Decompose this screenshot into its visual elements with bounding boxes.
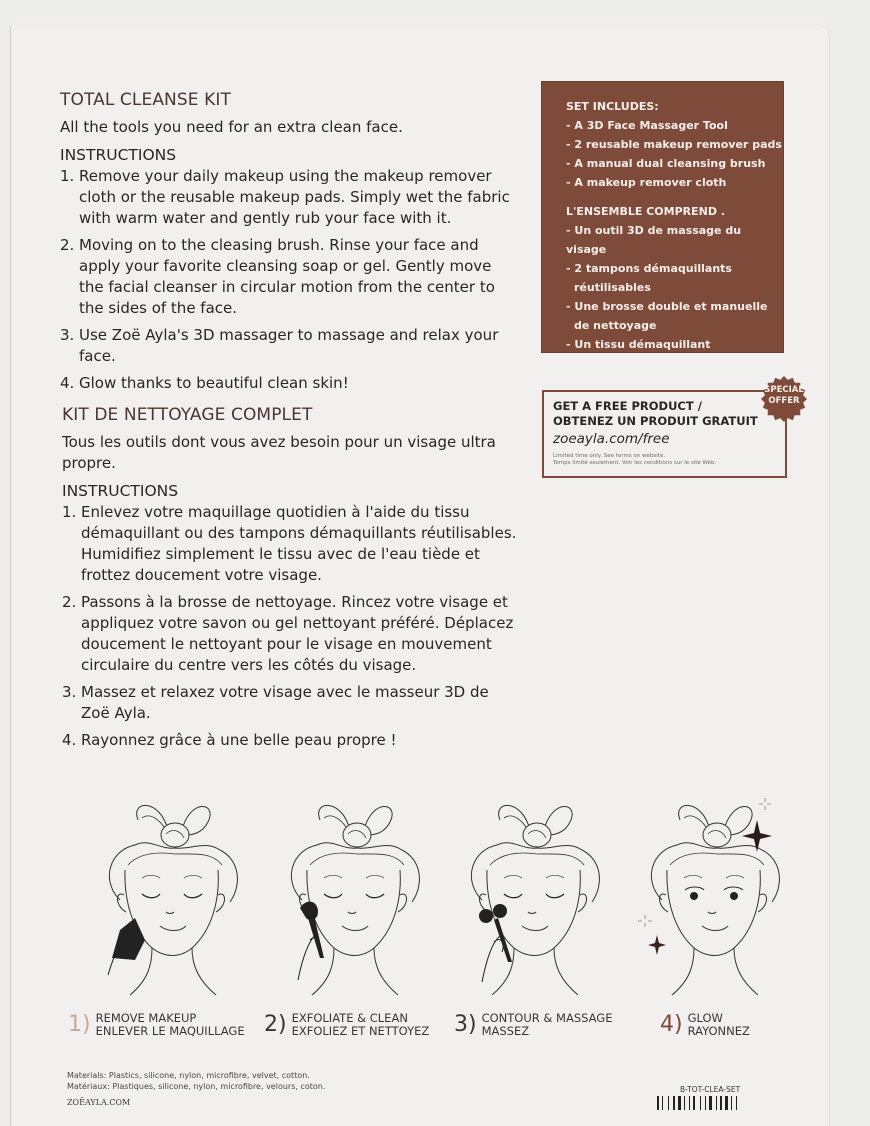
illustration-step-2: 2) EXFOLIATE & CLEAN EXFOLIEZ ET NETTOYEZ (264, 1011, 430, 1038)
barcode-bar (705, 1096, 706, 1110)
instruction-step: 1. Remove your daily makeup using the makeup remover cloth or the reusable makeup pads. Simply wet the fabric with warm water and gently rub your face with it. (60, 167, 510, 227)
instruction-step: 3. Use Zoë Ayla's 3D massager to massage and relax your face. (60, 326, 499, 365)
brand-website: ZOËAYLA.COM (67, 1098, 131, 1107)
instructions-heading-en: INSTRUCTIONS (60, 146, 177, 164)
barcode-bar (657, 1096, 659, 1110)
special-offer-badge: SPECIAL OFFER (761, 376, 807, 422)
barcode-bar (678, 1096, 681, 1110)
barcode-bar (673, 1096, 675, 1110)
instructions-list-en (60, 166, 520, 394)
set-item-fr: - Un tissu démaquillant (566, 338, 711, 351)
barcode-bar (716, 1096, 717, 1110)
instruction-step: 1. Enlevez votre maquillage quotidien à l'aide du tissu démaquillant ou des tampons démaquillants réutilisables. Humidifiez simplement le tissu avec de l'eau tiède et frottez doucement votre visage. (62, 503, 517, 584)
illustration-step-4: 4) GLOW RAYONNEZ (660, 1011, 750, 1038)
offer-line-fr: OBTENEZ UN PRODUIT GRATUIT (553, 414, 758, 428)
barcode-bar (684, 1096, 685, 1110)
barcode-bar (720, 1096, 722, 1110)
face-cleansing-brush-illustration (262, 790, 442, 1000)
set-item-fr: - Une brosse double et manuelle (566, 300, 768, 313)
instruction-step: 4. Glow thanks to beautiful clean skin! (60, 374, 349, 392)
barcode-bar (689, 1096, 690, 1110)
set-item-fr: - 2 tampons démaquillants (566, 262, 732, 275)
instruction-step: 2. Passons à la brosse de nettoyage. Rincez votre visage et appliquez votre savon ou gel nettoyant préféré. Déplacez doucement le nettoyant pour le visage en mouvement circulaire du centre vers les côtés du visage. (62, 593, 514, 674)
title-en: TOTAL CLEANSE KIT (60, 90, 231, 110)
set-includes-heading: SET INCLUDES: (566, 100, 659, 113)
barcode-bar (731, 1096, 732, 1110)
free-product-offer (542, 390, 787, 478)
english-section (60, 90, 520, 400)
title-fr: KIT DE NETTOYAGE COMPLET (62, 405, 313, 425)
barcode-bar (662, 1096, 663, 1110)
lead-en: All the tools you need for an extra clean face. (60, 118, 403, 136)
face-3d-massager-illustration (442, 790, 622, 1000)
barcode-bar (700, 1096, 701, 1110)
instructions-list-fr (62, 502, 522, 751)
barcode-bar (725, 1096, 728, 1110)
barcode-bar (693, 1096, 695, 1110)
offer-url[interactable]: zoeayla.com/free (553, 431, 670, 447)
set-item-fr: - Un outil 3D de massage du visage (566, 224, 742, 256)
instruction-step: 2. Moving on to the cleasing brush. Rinse your face and apply your favorite cleansing soap or gel. Gently move the facial cleanser in circular motion from the center to the sides of the face. (60, 236, 495, 317)
barcode-icon (657, 1096, 777, 1110)
set-item: - A 3D Face Massager Tool (566, 119, 728, 132)
ensemble-heading: L'ENSEMBLE COMPREND . (566, 205, 725, 218)
barcode-bar (709, 1096, 712, 1110)
offer-fine-print: Limited time only. See terms on website. Temps limité seulement. Voir les conditions sur le site Web. (553, 453, 717, 466)
set-includes-panel (542, 82, 783, 352)
instructions-heading-fr: INSTRUCTIONS (62, 482, 179, 500)
set-item: - 2 reusable makeup remover pads (566, 138, 782, 151)
illustration-step-1: 1) REMOVE MAKEUP ENLEVER LE MAQUILLAGE (68, 1011, 245, 1038)
illustrations (80, 790, 810, 1000)
barcode-bar (668, 1096, 669, 1110)
materials-text: Materials: Plastics, silicone, nylon, microfibre, velvet, cotton. Matériaux: Plastiques, silicone, nylon, microfibre, velours, coton. (67, 1071, 326, 1091)
instruction-step: 3. Massez et relaxez votre visage avec le masseur 3D de Zoë Ayla. (62, 683, 489, 722)
illustration-step-3: 3) CONTOUR & MASSAGE MASSEZ (454, 1011, 613, 1038)
set-item: - A makeup remover cloth (566, 176, 727, 189)
instruction-step: 4. Rayonnez grâce à une belle peau propre ! (62, 731, 397, 749)
offer-line-en: GET A FREE PRODUCT / (553, 399, 702, 413)
set-item-fr: de nettoyage (574, 319, 657, 332)
set-item-fr: réutilisables (574, 281, 651, 294)
french-section (62, 405, 522, 757)
barcode-bar (736, 1096, 737, 1110)
face-glow-illustration (622, 790, 802, 1000)
face-remove-makeup-illustration (80, 790, 260, 1000)
sku-code: B-TOT-CLEA-SET (680, 1085, 741, 1094)
set-item: - A manual dual cleansing brush (566, 157, 766, 170)
lead-fr: Tous les outils dont vous avez besoin pour un visage ultra propre. (62, 433, 496, 472)
